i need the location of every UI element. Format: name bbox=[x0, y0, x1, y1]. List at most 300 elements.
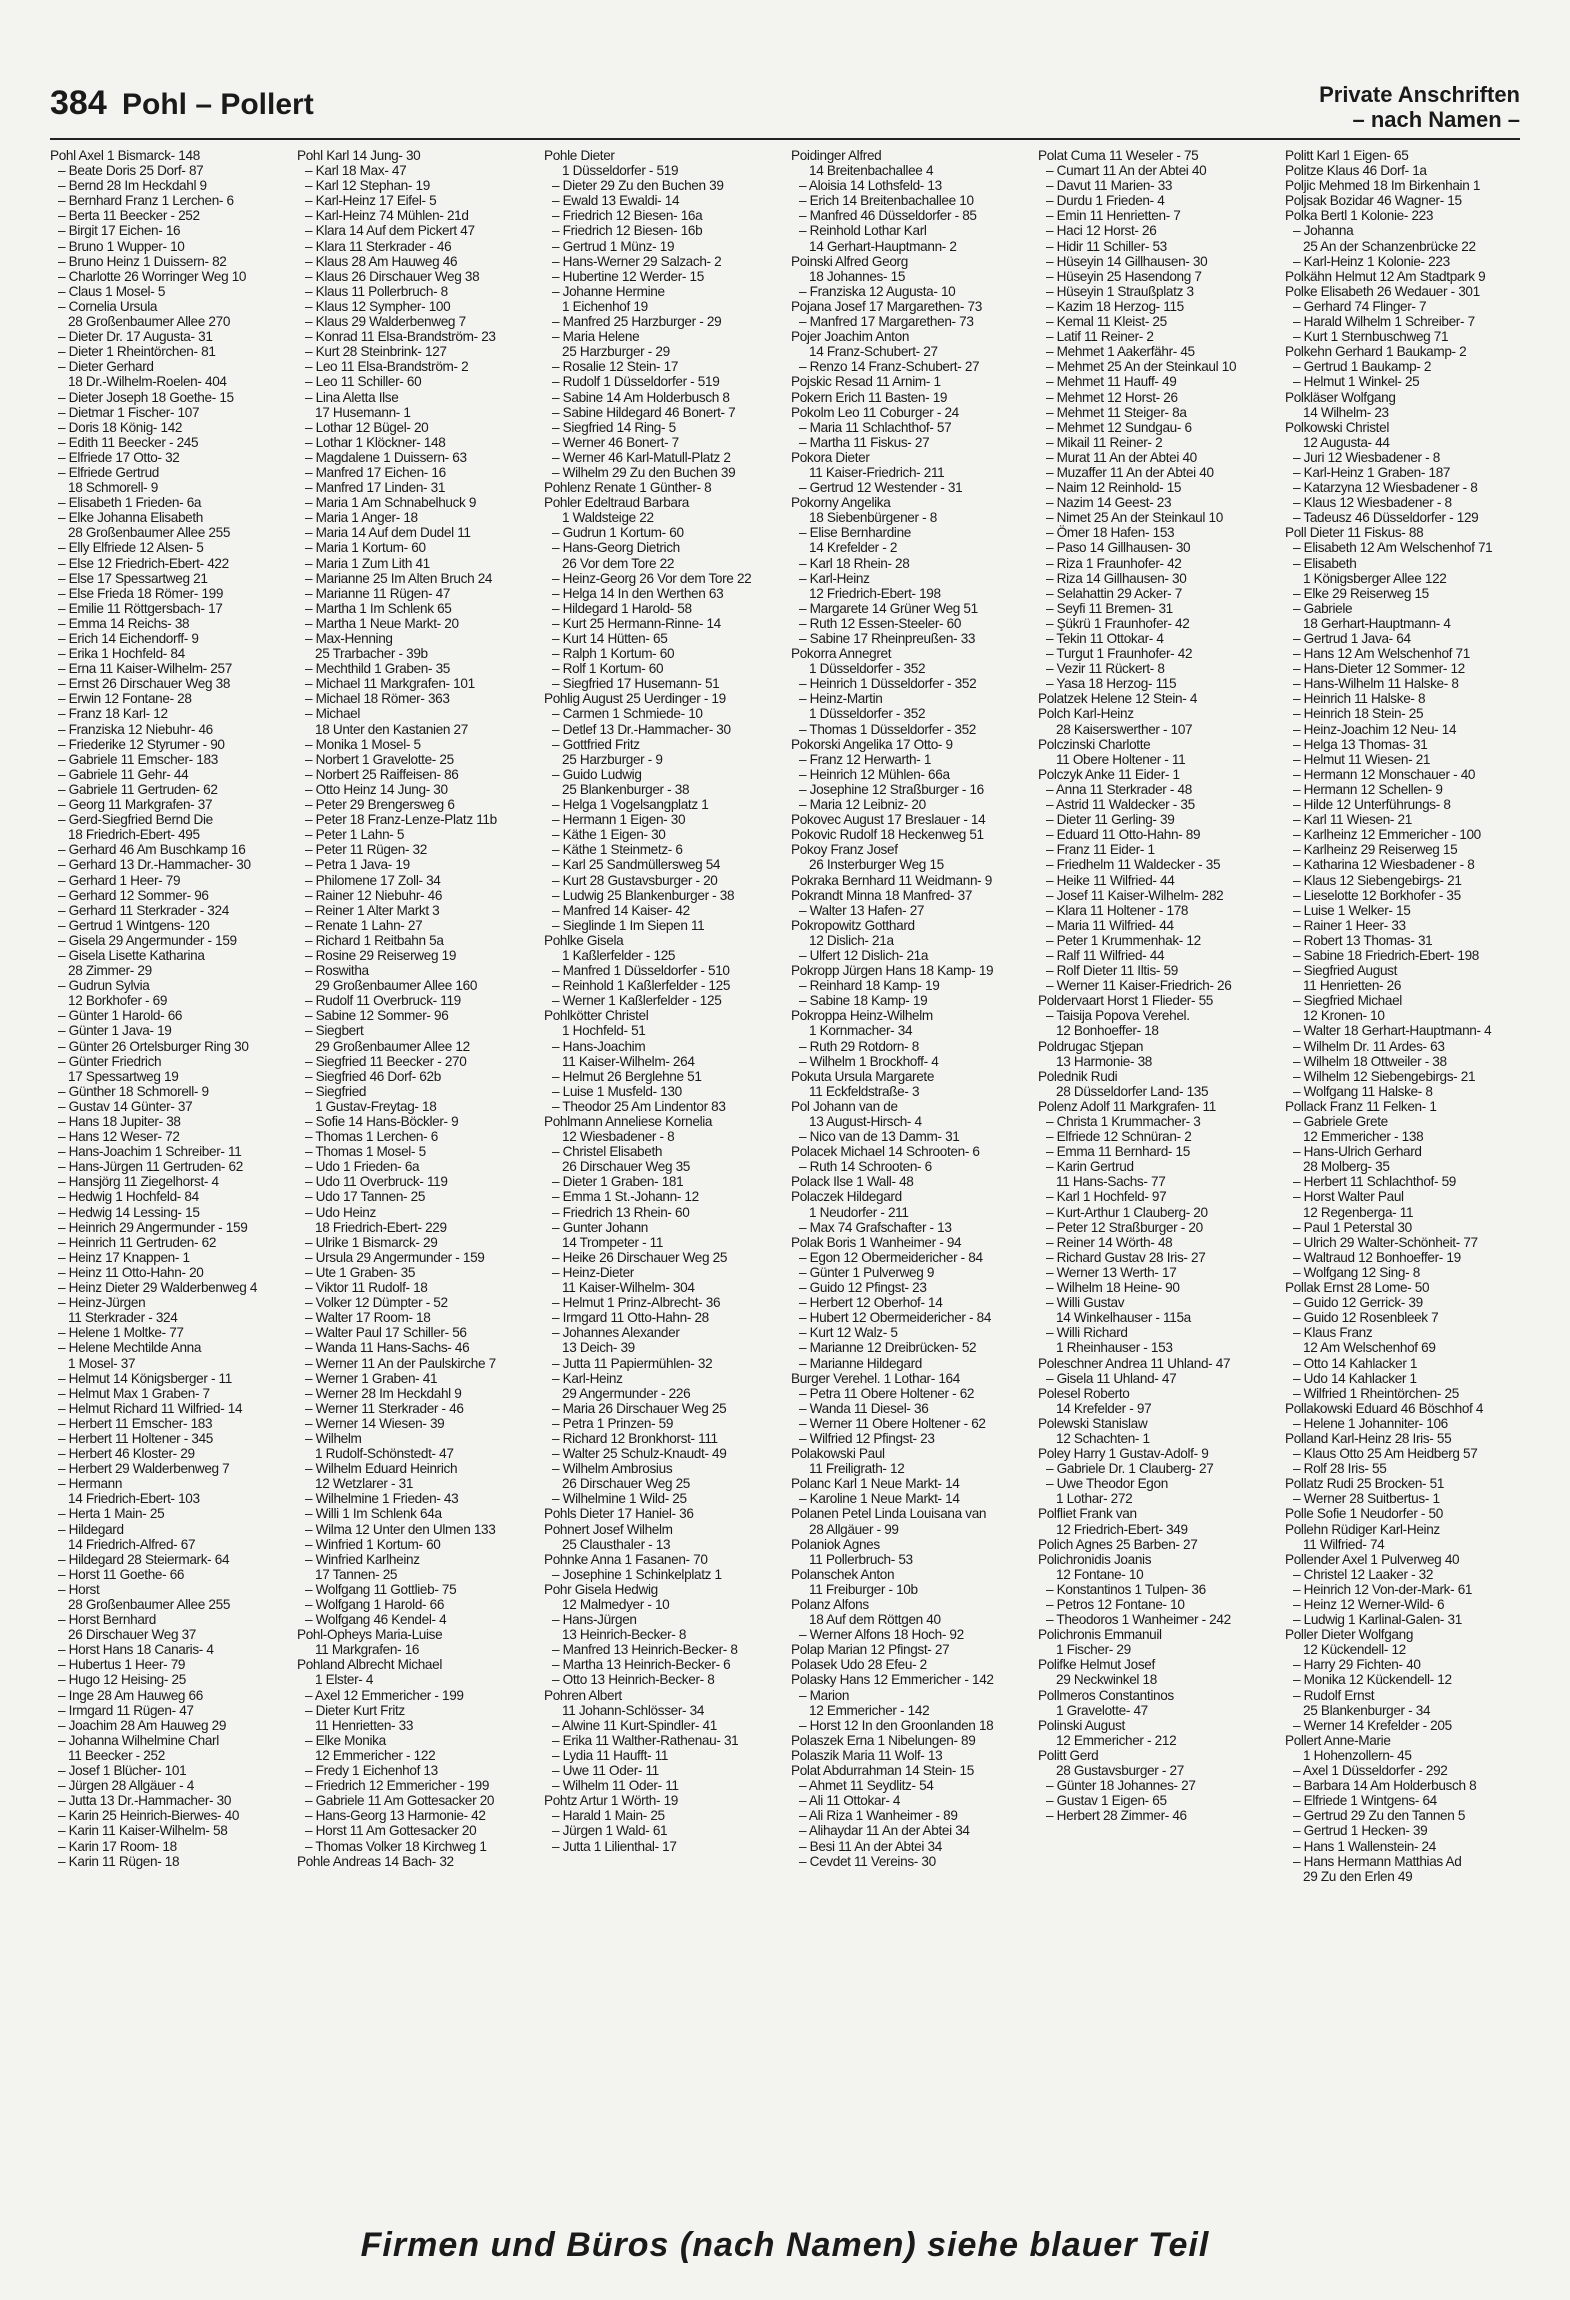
directory-entry: – Helga 14 In den Werthen 63 bbox=[552, 585, 724, 601]
directory-entry: – Nimet 25 An der Steinkaul 10 bbox=[1046, 510, 1223, 526]
directory-entry: – Manfred 1 Düsseldorfer - 510 bbox=[552, 963, 730, 979]
directory-entry: – Günter Friedrich bbox=[58, 1053, 162, 1069]
directory-entry: – Hans 12 Weser- 72 bbox=[58, 1129, 180, 1145]
directory-entry: – Erich 14 Eichendorff- 9 bbox=[58, 631, 199, 646]
directory-entry: – Werner 46 Karl-Matull-Platz 2 bbox=[552, 449, 731, 465]
directory-entry: – Siegfried 17 Husemann- 51 bbox=[552, 676, 720, 692]
directory-entry: – Otto 14 Kahlacker 1 bbox=[1293, 1355, 1418, 1371]
directory-entry: – Hermann 12 Monschauer - 40 bbox=[1293, 766, 1476, 782]
header-rule bbox=[50, 138, 1520, 140]
directory-entry: 12 Dislich- 21a bbox=[809, 932, 894, 948]
directory-entry: – Thomas Volker 18 Kirchweg 1 bbox=[305, 1838, 487, 1854]
directory-entry: 26 Dirschauer Weg 37 bbox=[68, 1627, 197, 1643]
directory-entry: – Jürgen 1 Wald- 61 bbox=[552, 1823, 668, 1839]
directory-entry: – Hidir 11 Schiller- 53 bbox=[1046, 238, 1167, 254]
directory-entry: – Max 74 Grafschafter - 13 bbox=[799, 1219, 952, 1235]
directory-entry: Pokora Dieter bbox=[791, 449, 870, 465]
directory-entry: Pokroppa Heinz-Wilhelm bbox=[791, 1008, 933, 1024]
directory-entry: – Gabriele Dr. 1 Clauberg- 27 bbox=[1046, 1461, 1214, 1477]
directory-entry: 13 August-Hirsch- 4 bbox=[809, 1114, 922, 1129]
directory-entry: 11 Beecker - 252 bbox=[68, 1747, 165, 1763]
directory-entry: Poldrugac Stjepan bbox=[1038, 1038, 1144, 1054]
directory-entry: 25 Harzburger - 29 bbox=[562, 344, 670, 360]
directory-entry: 1 Eichenhof 19 bbox=[562, 298, 648, 314]
directory-entry: – Karl-Heinz bbox=[552, 1370, 623, 1386]
directory-entry: – Walter 25 Schulz-Knaudt- 49 bbox=[552, 1446, 727, 1462]
directory-entry: – Wilhelm 18 Ottweiler - 38 bbox=[1293, 1053, 1447, 1069]
directory-entry: – Kurt 28 Steinbrink- 127 bbox=[305, 344, 447, 360]
directory-entry: – Monika 1 Mosel- 5 bbox=[305, 736, 421, 752]
directory-entry: – Yasa 18 Herzog- 115 bbox=[1046, 676, 1177, 692]
directory-entry: – Winfried 1 Kortum- 60 bbox=[305, 1536, 441, 1552]
directory-entry: – Günter 26 Ortelsburger Ring 30 bbox=[58, 1038, 249, 1054]
directory-entry: 29 Zu den Erlen 49 bbox=[1303, 1868, 1413, 1884]
directory-entry: Polat Cuma 11 Weseler - 75 bbox=[1038, 148, 1199, 163]
directory-entry: – Franz 12 Herwarth- 1 bbox=[799, 751, 932, 767]
directory-entry: 11 Henrietten- 26 bbox=[1303, 978, 1402, 994]
directory-entry: 12 Friedrich-Ebert- 349 bbox=[1056, 1521, 1188, 1537]
directory-entry: – Helga 13 Thomas- 31 bbox=[1293, 736, 1428, 752]
directory-entry: – Thomas 1 Mosel- 5 bbox=[305, 1144, 426, 1160]
directory-entry: – Wilhelmine 1 Wild- 25 bbox=[552, 1491, 687, 1507]
directory-entry: 12 Friedrich-Ebert- 198 bbox=[809, 585, 941, 601]
directory-entry: – Gertrud 1 Wintgens- 120 bbox=[58, 917, 210, 933]
directory-entry: – Heinz-Joachim 12 Neu- 14 bbox=[1293, 721, 1457, 737]
directory-entry: – Doris 18 König- 142 bbox=[58, 419, 183, 435]
directory-entry: – Paul 1 Peterstal 30 bbox=[1293, 1219, 1412, 1235]
directory-entry: – Siegfried Michael bbox=[1293, 993, 1402, 1009]
directory-entry: – Theodoros 1 Wanheimer - 242 bbox=[1046, 1612, 1231, 1628]
directory-entry: – Hermann 1 Eigen- 30 bbox=[552, 812, 686, 828]
directory-entry: – Wilhelmine 1 Frieden- 43 bbox=[305, 1491, 459, 1507]
directory-entry: 14 Trompeter - 11 bbox=[562, 1234, 664, 1250]
directory-entry: – Werner 11 Kaiser-Friedrich- 26 bbox=[1046, 978, 1232, 994]
directory-entry: – Erika 1 Hochfeld- 84 bbox=[58, 646, 185, 662]
directory-entry: – Leo 11 Elsa-Brandström- 2 bbox=[305, 359, 469, 375]
directory-entry: – Sabine 18 Friedrich-Ebert- 198 bbox=[1293, 947, 1480, 963]
directory-entry: – Sieglinde 1 Im Siepen 11 bbox=[552, 917, 705, 933]
directory-entry: – Gerhard 74 Flinger- 7 bbox=[1293, 298, 1427, 314]
directory-entry: – Heinrich 29 Angermunder - 159 bbox=[58, 1219, 248, 1235]
directory-entry: – Mehmet 25 An der Steinkaul 10 bbox=[1046, 359, 1237, 375]
directory-entry: – Dieter Joseph 18 Goethe- 15 bbox=[58, 389, 234, 405]
directory-entry: Polanschek Anton bbox=[791, 1566, 895, 1582]
directory-entry: – Seyfi 11 Bremen- 31 bbox=[1046, 600, 1173, 616]
directory-entry: 18 Unter den Kastanien 27 bbox=[315, 721, 468, 737]
directory-entry: – Martha 11 Fiskus- 27 bbox=[799, 434, 930, 450]
directory-entry: 28 Düsseldorfer Land- 135 bbox=[1056, 1083, 1209, 1099]
directory-entry: – Michael 18 Römer- 363 bbox=[305, 691, 450, 707]
directory-entry: – Maria 11 Schlachthof- 57 bbox=[799, 419, 952, 435]
directory-entry: – Richard Gustav 28 Iris- 27 bbox=[1046, 1249, 1206, 1265]
directory-entry: – Renzo 14 Franz-Schubert- 27 bbox=[799, 359, 980, 375]
directory-entry: – Else Frieda 18 Römer- 199 bbox=[58, 585, 224, 601]
directory-entry: – Rosalie 12 Stein- 17 bbox=[552, 359, 679, 375]
directory-entry: – Hans-Wilhelm 11 Halske- 8 bbox=[1293, 676, 1459, 692]
directory-entry: – Herbert 11 Holtener - 345 bbox=[58, 1430, 214, 1446]
directory-entry: – Eduard 11 Otto-Hahn- 89 bbox=[1046, 827, 1201, 843]
directory-entry: Pohr Gisela Hedwig bbox=[544, 1581, 658, 1597]
directory-entry: – Petra 1 Java- 19 bbox=[305, 857, 410, 873]
directory-entry: – Helmut 1 Prinz-Albrecht- 36 bbox=[552, 1295, 721, 1311]
directory-entry: – Klaus Otto 25 Am Heidberg 57 bbox=[1293, 1446, 1478, 1462]
directory-entry: – Berta 11 Beecker - 252 bbox=[58, 208, 200, 224]
directory-entry: – Werner 14 Wiesen- 39 bbox=[305, 1415, 445, 1431]
section-title bbox=[1319, 82, 1520, 132]
directory-entry: Polaczek Hildegard bbox=[791, 1189, 902, 1205]
directory-entry: – Johannes Alexander bbox=[552, 1325, 680, 1341]
directory-entry: Polacek Michael 14 Schrooten- 6 bbox=[791, 1144, 980, 1160]
directory-entry: – Klara 11 Holtener - 178 bbox=[1046, 902, 1189, 918]
directory-entry: – Georg 11 Markgrafen- 37 bbox=[58, 797, 213, 813]
directory-entry: Polanz Alfons bbox=[791, 1597, 869, 1612]
directory-entry: – Taisija Popova Verehel. bbox=[1046, 1008, 1190, 1024]
directory-entry: – Elfriede 12 Schnüran- 2 bbox=[1046, 1129, 1192, 1145]
directory-entry: – Martha 1 Neue Markt- 20 bbox=[305, 615, 459, 631]
directory-entry: – Edith 11 Beecker - 245 bbox=[58, 434, 199, 450]
directory-entry: 14 Friedrich-Alfred- 67 bbox=[68, 1536, 196, 1552]
directory-entry: 11 Sterkrader - 324 bbox=[68, 1310, 178, 1326]
directory-entry: 28 Allgäuer - 99 bbox=[809, 1521, 899, 1537]
directory-entry: – Hans-Dieter 12 Sommer- 12 bbox=[1293, 661, 1465, 677]
directory-entry: – Detlef 13 Dr.-Hammacher- 30 bbox=[552, 721, 731, 737]
directory-entry: – Helmut Max 1 Graben- 7 bbox=[58, 1385, 210, 1401]
directory-entry: – Alwine 11 Kurt-Spindler- 41 bbox=[552, 1717, 717, 1733]
directory-entry: – Hansjörg 11 Ziegelhorst- 4 bbox=[58, 1174, 219, 1190]
directory-entry: – Renate 1 Lahn- 27 bbox=[305, 917, 423, 933]
directory-entry: Pohnert Josef Wilhelm bbox=[544, 1521, 673, 1537]
directory-entry: – Gertrud 1 Java- 64 bbox=[1293, 631, 1411, 646]
directory-entry: – Werner Alfons 18 Hoch- 92 bbox=[799, 1627, 964, 1643]
directory-entry: 28 Molberg- 35 bbox=[1303, 1159, 1390, 1175]
directory-entry: – Wolfgang 1 Harold- 66 bbox=[305, 1597, 445, 1612]
directory-entry: – Luise 1 Musfeld- 130 bbox=[552, 1083, 682, 1099]
directory-entry: Pohlig August 25 Uerdinger - 19 bbox=[544, 691, 726, 707]
directory-entry: – Günter 1 Pulverweg 9 bbox=[799, 1264, 935, 1280]
directory-entry: – Bruno Heinz 1 Duissern- 82 bbox=[58, 253, 227, 269]
directory-entry: – Wilfried 1 Rheintörchen- 25 bbox=[1293, 1385, 1459, 1401]
directory-entry: – Sabine Hildegard 46 Bonert- 7 bbox=[552, 404, 736, 420]
directory-entry: – Winfried Karlheinz bbox=[305, 1551, 420, 1567]
directory-entry: 29 Neckwinkel 18 bbox=[1056, 1672, 1157, 1688]
directory-entry: – Johanna Wilhelmine Charl bbox=[58, 1732, 219, 1748]
directory-entry: – Elfriede 1 Wintgens- 64 bbox=[1293, 1793, 1437, 1809]
directory-entry: Polczyk Anke 11 Eider- 1 bbox=[1038, 766, 1180, 782]
directory-entry: – Rolf 1 Kortum- 60 bbox=[552, 661, 664, 677]
directory-entry: 11 Wilfried- 74 bbox=[1303, 1536, 1385, 1552]
directory-entry: Pokrandt Minna 18 Manfred- 37 bbox=[791, 887, 973, 903]
directory-entry: – Charlotte 26 Worringer Weg 10 bbox=[58, 268, 247, 284]
directory-entry: – Gisela 11 Uhland- 47 bbox=[1046, 1370, 1177, 1386]
directory-entry: – Hildegard bbox=[58, 1521, 124, 1537]
directory-entry: – Siegfried August bbox=[1293, 963, 1398, 979]
directory-entry: – Sabine 14 Am Holderbusch 8 bbox=[552, 389, 730, 405]
directory-entry: – Thomas 1 Düsseldorfer - 352 bbox=[799, 721, 976, 737]
directory-entry: – Maria 14 Auf dem Dudel 11 bbox=[305, 525, 471, 541]
directory-entry: – Ruth 29 Rotdorn- 8 bbox=[799, 1038, 919, 1054]
directory-entry: – Karl-Heinz 17 Eifel- 5 bbox=[305, 193, 437, 209]
directory-entry: – Anna 11 Sterkrader - 48 bbox=[1046, 781, 1192, 797]
directory-entry: – Hans-Ulrich Gerhard bbox=[1293, 1144, 1422, 1160]
directory-entry: – Siegfried bbox=[305, 1083, 367, 1099]
directory-entry: – Paso 14 Gillhausen- 30 bbox=[1046, 540, 1191, 556]
directory-entry: – Hans-Joachim bbox=[552, 1038, 646, 1054]
directory-entry: – Emma 11 Bernhard- 15 bbox=[1046, 1144, 1190, 1160]
directory-entry: – Mikail 11 Reiner- 2 bbox=[1046, 434, 1163, 450]
directory-entry: Polap Marian 12 Pfingst- 27 bbox=[791, 1642, 950, 1658]
directory-entry: 13 Heinrich-Becker- 8 bbox=[562, 1627, 687, 1643]
directory-entry: Pohtz Artur 1 Wörth- 19 bbox=[544, 1793, 678, 1809]
directory-entry: – Werner 28 Suitbertus- 1 bbox=[1293, 1491, 1440, 1507]
directory-entry: 11 Henrietten- 33 bbox=[315, 1717, 414, 1733]
directory-entry: – Werner 46 Bonert- 7 bbox=[552, 434, 679, 450]
directory-entry: – Maria 1 Kortum- 60 bbox=[305, 540, 426, 556]
directory-entry: – Ulrike 1 Bismarck- 29 bbox=[305, 1234, 438, 1250]
directory-entry: – Horst Walter Paul bbox=[1293, 1189, 1404, 1205]
directory-entry: – Heinrich 11 Gertruden- 62 bbox=[58, 1234, 217, 1250]
directory-entry: – Gabriele 11 Am Gottesacker 20 bbox=[305, 1793, 495, 1809]
directory-entry: – Klaus 28 Am Hauweg 46 bbox=[305, 253, 458, 269]
directory-entry: 25 Blankenburger - 34 bbox=[1303, 1702, 1431, 1718]
directory-entry: – Friedrich 12 Biesen- 16b bbox=[552, 223, 703, 239]
directory-entry: – Barbara 14 Am Holderbusch 8 bbox=[1293, 1778, 1477, 1794]
directory-entry: – Wilhelm 12 Siebengebirgs- 21 bbox=[1293, 1068, 1476, 1084]
directory-entry: – Herbert 11 Emscher- 183 bbox=[58, 1415, 213, 1431]
directory-entry: – Willi 1 Im Schlenk 64a bbox=[305, 1506, 442, 1522]
directory-entry: Polch Karl-Heinz bbox=[1038, 706, 1134, 722]
directory-entry: – Hans-Georg Dietrich bbox=[552, 540, 680, 556]
directory-entry: – Ulrich 29 Walter-Schönheit- 77 bbox=[1293, 1234, 1478, 1250]
directory-entry: – Thomas 1 Lerchen- 6 bbox=[305, 1129, 438, 1145]
directory-entry: 1 Düsseldorfer - 352 bbox=[809, 661, 926, 677]
directory-entry: – Heinz 12 Werner-Wild- 6 bbox=[1293, 1597, 1445, 1612]
directory-entry: – Cornelia Ursula bbox=[58, 298, 158, 314]
page-header bbox=[50, 78, 1520, 138]
directory-entry: – Martha 1 Im Schlenk 65 bbox=[305, 600, 452, 616]
directory-entry: – Kurt 28 Gustavsburger - 20 bbox=[552, 872, 718, 888]
directory-entry: – Hüseyin 25 Hasendong 7 bbox=[1046, 268, 1202, 284]
directory-entry: – Helmut 1 Winkel- 25 bbox=[1293, 374, 1420, 390]
directory-entry: – Katarzyna 12 Wiesbadener - 8 bbox=[1293, 480, 1478, 496]
directory-entry: 17 Husemann- 1 bbox=[315, 404, 411, 420]
directory-entry: 12 Kronen- 10 bbox=[1303, 1008, 1385, 1024]
directory-entry: – Heinz-Jürgen bbox=[58, 1295, 146, 1311]
directory-entry: – Hans-Werner 29 Salzach- 2 bbox=[552, 253, 722, 269]
directory-entry: – Viktor 11 Rudolf- 18 bbox=[305, 1280, 428, 1296]
directory-entry: Pohle Dieter bbox=[544, 148, 615, 163]
directory-entry: Pohlenz Renate 1 Günther- 8 bbox=[544, 480, 712, 496]
directory-entry: – Elfriede Gertrud bbox=[58, 464, 159, 480]
directory-entry: 1 Neudorfer - 211 bbox=[809, 1204, 909, 1220]
directory-entry: 12 Emmericher - 212 bbox=[1056, 1732, 1177, 1748]
directory-entry: – Erich 14 Breitenbachallee 10 bbox=[799, 193, 974, 209]
directory-entry: – Gertrud 1 Hecken- 39 bbox=[1293, 1823, 1428, 1839]
directory-column-2 bbox=[297, 148, 529, 2158]
section-title-line2: – nach Namen – bbox=[1352, 107, 1520, 132]
directory-entry: 18 Johannes- 15 bbox=[809, 268, 906, 284]
directory-entry: – Heinz-Dieter bbox=[552, 1264, 634, 1280]
directory-entry: – Hans 1 Wallenstein- 24 bbox=[1293, 1838, 1436, 1854]
directory-entry: – Manfred 17 Margarethen- 73 bbox=[799, 314, 974, 330]
directory-entry: 1 Königsberger Allee 122 bbox=[1303, 570, 1447, 586]
directory-entry: – Wilhelm Dr. 11 Ardes- 63 bbox=[1293, 1038, 1445, 1054]
directory-entry: – Waltraud 12 Bonhoeffer- 19 bbox=[1293, 1249, 1461, 1265]
directory-entry: – Cevdet 11 Vereins- 30 bbox=[799, 1853, 936, 1869]
directory-entry: – Lina Aletta Ilse bbox=[305, 389, 399, 405]
directory-entry: – Ewald 13 Ewaldi- 14 bbox=[552, 193, 680, 209]
directory-entry: – Jutta 1 Lilienthal- 17 bbox=[552, 1838, 677, 1854]
directory-entry: 12 Schachten- 1 bbox=[1056, 1430, 1150, 1446]
directory-entry: – Gunter Johann bbox=[552, 1219, 649, 1235]
directory-entry: Poleschner Andrea 11 Uhland- 47 bbox=[1038, 1355, 1231, 1371]
directory-entry: 28 Großenbaumer Allee 255 bbox=[68, 525, 231, 541]
directory-entry: – Peter 12 Straßburger - 20 bbox=[1046, 1219, 1203, 1235]
directory-entry: 1 Hochfeld- 51 bbox=[562, 1023, 646, 1039]
directory-entry: – Herta 1 Main- 25 bbox=[58, 1506, 165, 1522]
directory-entry: – Klaus Franz bbox=[1293, 1325, 1373, 1341]
directory-entry: Pokovic Rudolf 18 Heckenweg 51 bbox=[791, 827, 984, 843]
directory-entry: 11 Johann-Schlösser- 34 bbox=[562, 1702, 705, 1718]
directory-entry: – Heinz 17 Knappen- 1 bbox=[58, 1249, 190, 1265]
directory-entry: – Uwe Theodor Egon bbox=[1046, 1476, 1168, 1492]
directory-entry: – Rainer 1 Heer- 33 bbox=[1293, 917, 1406, 933]
directory-entry: Polasek Udo 28 Efeu- 2 bbox=[791, 1657, 927, 1673]
directory-entry: Pol Johann van de bbox=[791, 1098, 898, 1114]
directory-entry: 18 Dr.-Wilhelm-Roelen- 404 bbox=[68, 374, 227, 390]
directory-entry: – Peter 18 Franz-Lenze-Platz 11b bbox=[305, 812, 497, 828]
directory-entry: – Harald 1 Main- 25 bbox=[552, 1808, 665, 1824]
directory-entry: – Murat 11 An der Abtei 40 bbox=[1046, 449, 1197, 465]
directory-entry: – Hedwig 1 Hochfeld- 84 bbox=[58, 1189, 199, 1205]
directory-entry: 1 Fischer- 29 bbox=[1056, 1642, 1131, 1658]
directory-entry: – Inge 28 Am Hauweg 66 bbox=[58, 1687, 203, 1703]
directory-entry: – Klaus 12 Sympher- 100 bbox=[305, 298, 451, 314]
directory-entry: – Wolfgang 11 Halske- 8 bbox=[1293, 1083, 1433, 1099]
directory-entry: – Herbert 28 Zimmer- 46 bbox=[1046, 1808, 1187, 1824]
directory-entry: – Heinrich 12 Mühlen- 66a bbox=[799, 766, 950, 782]
directory-entry: – Besi 11 An der Abtei 34 bbox=[799, 1838, 942, 1854]
directory-entry: – Gisela 29 Angermunder - 159 bbox=[58, 932, 237, 948]
directory-entry: – Katharina 12 Wiesbadener - 8 bbox=[1293, 857, 1475, 873]
directory-entry: – Turgut 1 Fraunhofer- 42 bbox=[1046, 646, 1193, 662]
section-title-line1: Private Anschriften bbox=[1319, 82, 1520, 107]
directory-entry: – Heinrich 11 Halske- 8 bbox=[1293, 691, 1426, 707]
directory-entry: 26 Dirschauer Weg 25 bbox=[562, 1476, 691, 1492]
directory-entry: – Heike 11 Wilfried- 44 bbox=[1046, 872, 1175, 888]
directory-entry: – Beate Doris 25 Dorf- 87 bbox=[58, 163, 204, 179]
directory-entry: – Helmut 26 Berglehne 51 bbox=[552, 1068, 702, 1084]
directory-entry: – Mehmet 12 Sundgau- 6 bbox=[1046, 419, 1192, 435]
directory-entry: Pojskic Resad 11 Arnim- 1 bbox=[791, 374, 941, 390]
directory-entry: Pokropowitz Gotthard bbox=[791, 917, 915, 933]
directory-entry: – Marianne Hildegard bbox=[799, 1355, 922, 1371]
directory-entry: – Karin Gertrud bbox=[1046, 1159, 1134, 1175]
directory-entry: – Christel Elisabeth bbox=[552, 1144, 663, 1160]
directory-entry: – Wilhelm bbox=[305, 1430, 362, 1446]
directory-entry: – Udo 1 Frieden- 6a bbox=[305, 1159, 420, 1175]
directory-entry: – Luise 1 Welker- 15 bbox=[1293, 902, 1411, 918]
directory-entry: – Dieter Gerhard bbox=[58, 359, 154, 375]
directory-column-3 bbox=[544, 148, 776, 2158]
directory-entry: Pohlke Gisela bbox=[544, 932, 624, 948]
directory-entry: – Christel 12 Laaker - 32 bbox=[1293, 1566, 1434, 1582]
directory-entry: – Elise Bernhardine bbox=[799, 525, 911, 541]
directory-entry: – Manfred 17 Linden- 31 bbox=[305, 480, 446, 496]
directory-entry: – Franziska 12 Niebuhr- 46 bbox=[58, 721, 213, 737]
directory-entry: – Marianne 25 Im Alten Bruch 24 bbox=[305, 570, 493, 586]
directory-entry: – Klaus 11 Pollerbruch- 8 bbox=[305, 283, 448, 299]
directory-entry: – Joachim 28 Am Hauweg 29 bbox=[58, 1717, 227, 1733]
directory-entry: – Durdu 1 Frieden- 4 bbox=[1046, 193, 1165, 209]
directory-entry: – Manfred 14 Kaiser- 42 bbox=[552, 902, 690, 918]
directory-entry: – Udo 17 Tannen- 25 bbox=[305, 1189, 426, 1205]
directory-entry: Polewski Stanislaw bbox=[1038, 1415, 1148, 1431]
directory-entry: – Gustav 14 Günter- 37 bbox=[58, 1098, 193, 1114]
directory-entry: 18 Auf dem Röttgen 40 bbox=[809, 1612, 941, 1628]
directory-entry: 1 Waldsteige 22 bbox=[562, 510, 654, 526]
directory-entry: – Hans 12 Am Welschenhof 71 bbox=[1293, 646, 1470, 662]
directory-entry: Pokern Erich 11 Basten- 19 bbox=[791, 389, 948, 405]
directory-entry: – Wilhelm 11 Oder- 11 bbox=[552, 1778, 679, 1794]
directory-entry: 28 Großenbaumer Allee 270 bbox=[68, 314, 231, 330]
directory-entry: – Maria 1 Zum Lith 41 bbox=[305, 555, 430, 571]
directory-entry: – Hüseyin 1 Straußplatz 3 bbox=[1046, 283, 1194, 299]
directory-entry: – Sofie 14 Hans-Böckler- 9 bbox=[305, 1114, 459, 1129]
directory-entry: Pollender Axel 1 Pulverweg 40 bbox=[1285, 1551, 1460, 1567]
directory-entry: – Gabriele 11 Gertruden- 62 bbox=[58, 781, 218, 797]
directory-entry: – Ludwig 25 Blankenburger - 38 bbox=[552, 887, 735, 903]
directory-entry: – Horst 12 In den Groonlanden 18 bbox=[799, 1717, 994, 1733]
directory-entry: – Reinhard 18 Kamp- 19 bbox=[799, 978, 940, 994]
directory-entry: – Ali 11 Ottokar- 4 bbox=[799, 1793, 901, 1809]
directory-entry: – Marion bbox=[799, 1687, 850, 1703]
directory-entry: Politt Karl 1 Eigen- 65 bbox=[1285, 148, 1409, 163]
directory-entry: – Ruth 14 Schrooten- 6 bbox=[799, 1159, 932, 1175]
directory-entry: 1 Rudolf-Schönstedt- 47 bbox=[315, 1446, 454, 1462]
directory-entry: – Hedwig 14 Lessing- 15 bbox=[58, 1204, 200, 1220]
directory-entry: – Maria 1 Anger- 18 bbox=[305, 510, 418, 526]
directory-column-1 bbox=[50, 148, 282, 2158]
directory-entry: Poley Harry 1 Gustav-Adolf- 9 bbox=[1038, 1446, 1209, 1462]
directory-entry: Pokolm Leo 11 Coburger - 24 bbox=[791, 404, 959, 420]
directory-entry: – Elisabeth 12 Am Welschenhof 71 bbox=[1293, 540, 1493, 556]
directory-entry: – Hermann bbox=[58, 1476, 123, 1492]
directory-entry: – Norbert 25 Raiffeisen- 86 bbox=[305, 766, 459, 782]
directory-entry: – Otto 13 Heinrich-Becker- 8 bbox=[552, 1672, 715, 1688]
directory-entry: – Wilhelm 1 Brockhoff- 4 bbox=[799, 1053, 939, 1069]
directory-entry: – Karin 17 Room- 18 bbox=[58, 1838, 177, 1854]
directory-entry: – Klara 14 Auf dem Pickert 47 bbox=[305, 223, 475, 239]
directory-entry: – Lothar 12 Bügel- 20 bbox=[305, 419, 429, 435]
directory-entry: – Harald Wilhelm 1 Schreiber- 7 bbox=[1293, 314, 1475, 330]
directory-entry: 11 Kaiser-Friedrich- 211 bbox=[809, 464, 945, 480]
directory-entry: – Karlheinz 29 Reiserweg 15 bbox=[1293, 842, 1458, 858]
directory-entry: – Sabine 12 Sommer- 96 bbox=[305, 1008, 449, 1024]
directory-entry: – Elke Monika bbox=[305, 1732, 386, 1748]
directory-entry: 25 Trarbacher - 39b bbox=[315, 646, 428, 662]
directory-entry: – Tekin 11 Ottokar- 4 bbox=[1046, 631, 1164, 646]
directory-entry: – Hubertine 12 Werder- 15 bbox=[552, 268, 704, 284]
directory-entry: – Davut 11 Marien- 33 bbox=[1046, 178, 1173, 194]
directory-entry: – Werner 1 Graben- 41 bbox=[305, 1370, 438, 1386]
directory-entry: Polaniok Agnes bbox=[791, 1536, 880, 1552]
directory-entry: – Tadeusz 46 Düsseldorfer - 129 bbox=[1293, 510, 1479, 526]
directory-entry: – Dieter 1 Graben- 181 bbox=[552, 1174, 684, 1190]
directory-entry: – Erwin 12 Fontane- 28 bbox=[58, 691, 192, 707]
directory-entry: – Ruth 12 Essen-Steeler- 60 bbox=[799, 615, 962, 631]
directory-entry: Politt Gerd bbox=[1038, 1747, 1099, 1763]
directory-entry: – Karl-Heinz 1 Graben- 187 bbox=[1293, 464, 1451, 480]
